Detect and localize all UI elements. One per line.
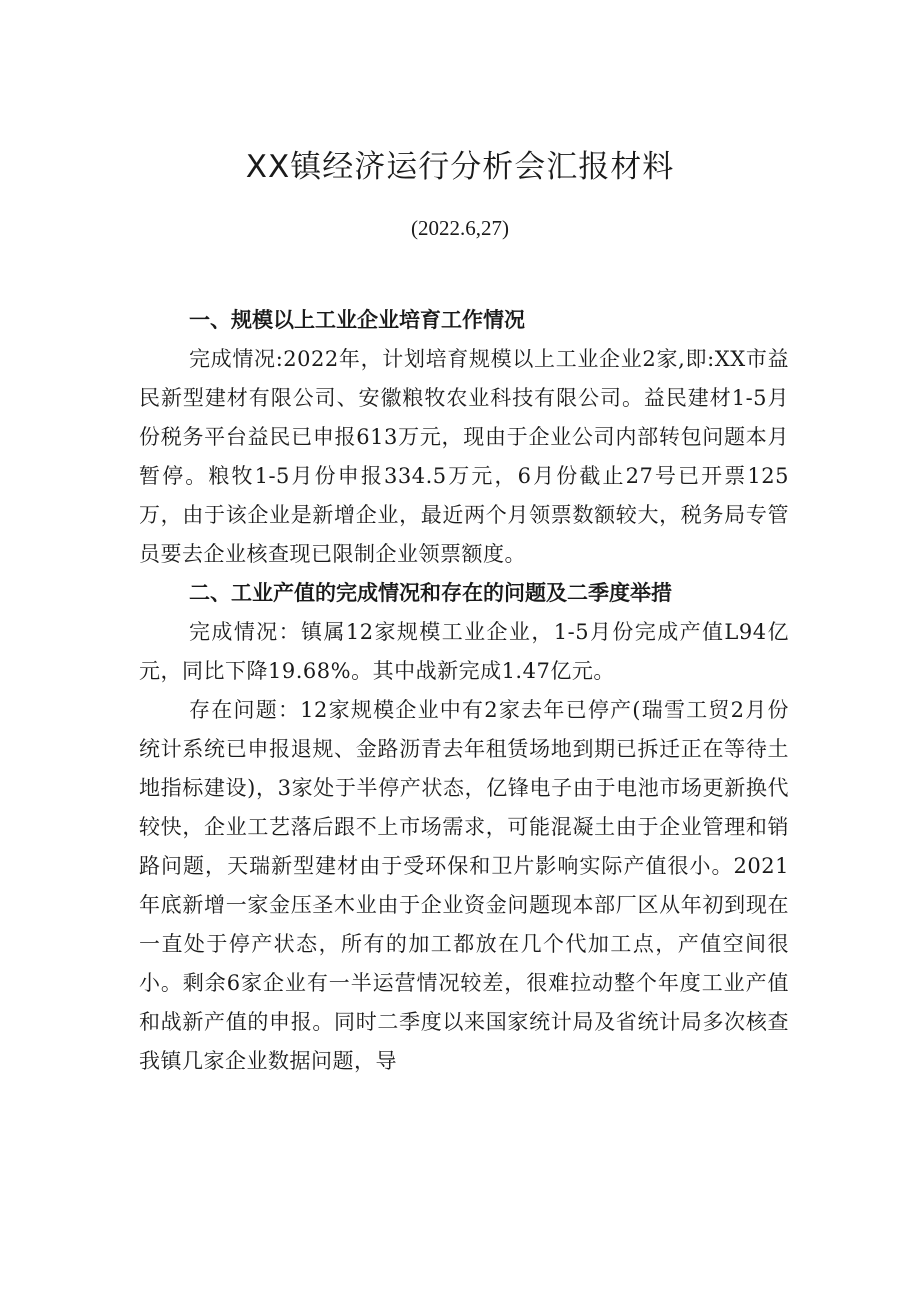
section-heading-1: 一、规模以上工业企业培育工作情况 [189, 308, 525, 332]
section-2 [139, 574, 789, 1081]
section-1 [139, 301, 789, 574]
document-title: XX镇经济运行分析会汇报材料 [245, 149, 675, 185]
section-2-paragraph-2: 存在问题：12家规模企业中有2家去年已停产(瑞雪工贸2月份统计系统已申报退规、金路沥青去年租赁场地到期已拆迁正在等待土地指标建设)，3家处于半停产状态，亿锋电子由于电池市场更新换代较快，企业工艺落后跟不上市场需求，可能混凝土由于企业管理和销路问题，天瑞新型建材由于受环保和卫片影响实际产值很小。2021年底新增一家金压圣木业由于企业资金问题现本部厂区从年初到现在一直处于停产状态，所有的加工都放在几个代加工点，产值空间很小。剩余6家企业有一半运营情况较差，很难拉动整个年度工业产值和战新产值的申报。同时二季度以来国家统计局及省统计局多次核查我镇几家企业数据问题，导 [139, 698, 789, 1073]
document-date: (2022.6,27) [411, 216, 509, 240]
document-body [139, 301, 789, 1081]
section-1-paragraph-1: 完成情况:2022年，计划培育规模以上工业企业2家,即:XX市益民新型建材有限公司、安徽粮牧农业科技有限公司。益民建材1-5月份税务平台益民已申报613万元，现由于企业公司内部转包问题本月暂停。粮牧1-5月份申报334.5万元，6月份截止27号已开票125万，由于该企业是新增企业，最近两个月领票数额较大，税务局专管员要去企业核查现已限制企业领票额度。 [139, 347, 789, 566]
section-2-paragraph-1: 完成情况：镇属12家规模工业企业，1-5月份完成产值L94亿元，同比下降19.68%。其中战新完成1.47亿元。 [139, 620, 789, 683]
section-heading-2: 二、工业产值的完成情况和存在的问题及二季度举措 [189, 581, 672, 605]
